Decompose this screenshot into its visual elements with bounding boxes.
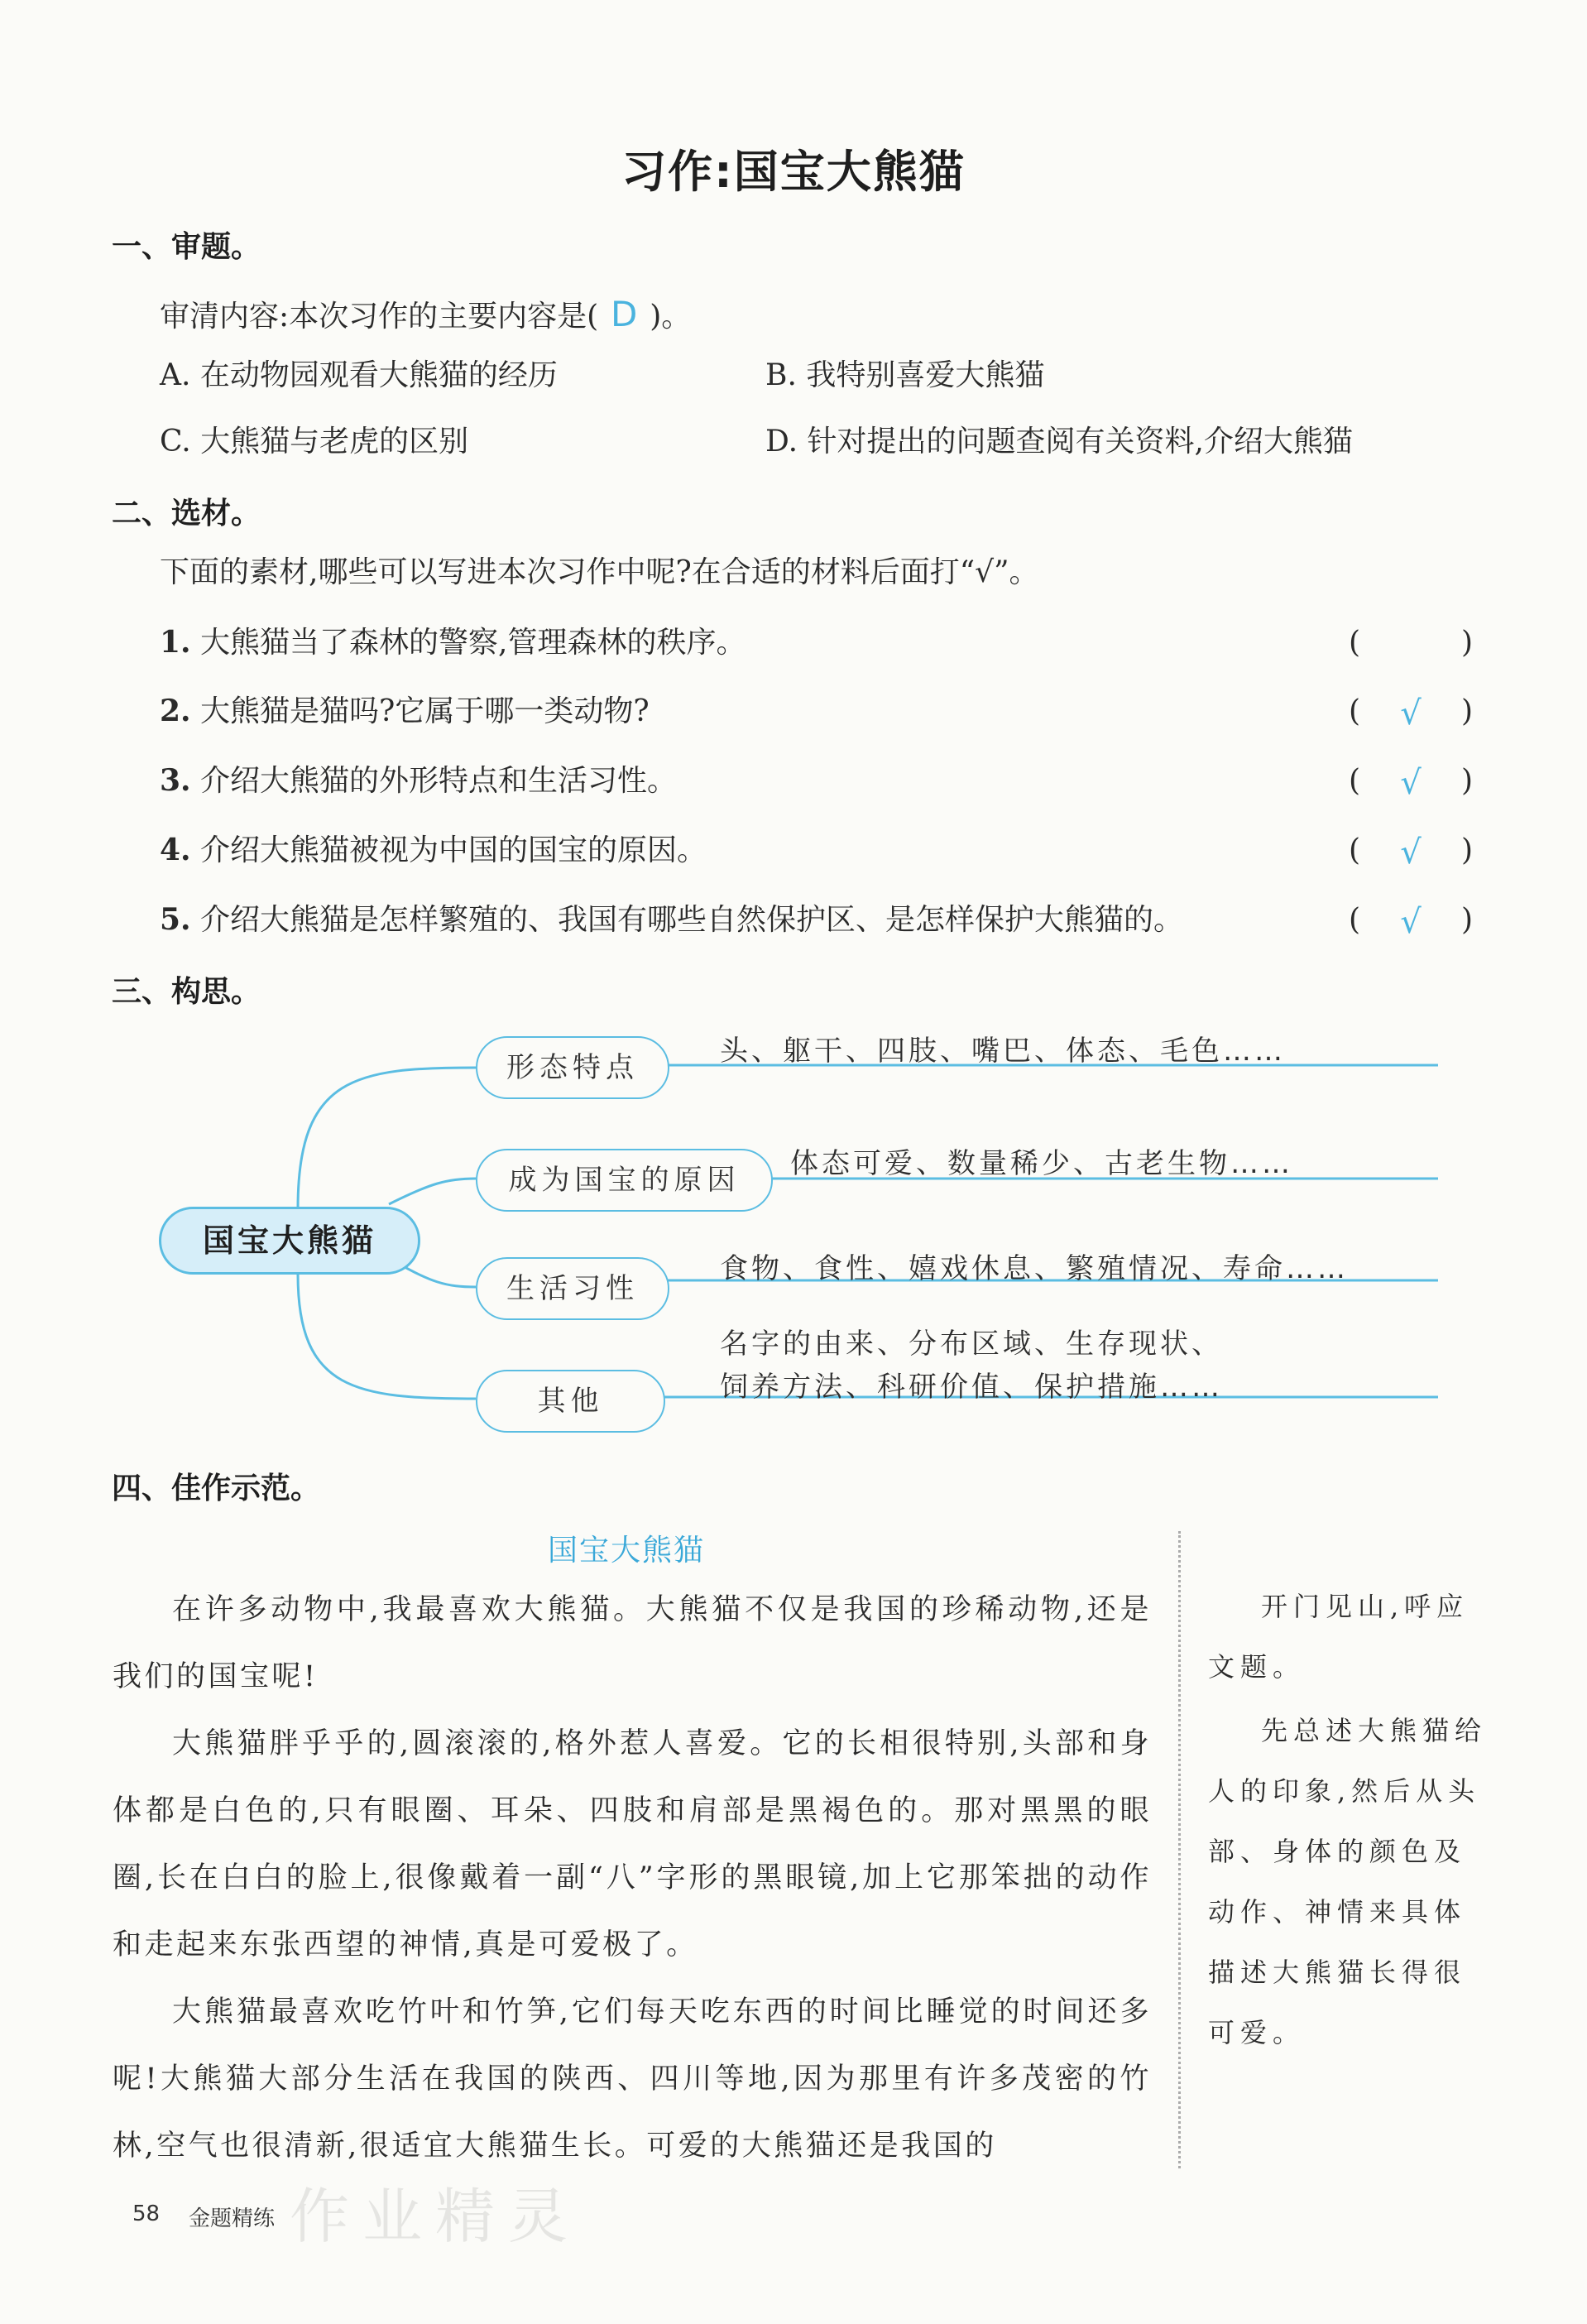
mind-map-root: 国宝大熊猫 [159,1207,420,1275]
essay-title: 国宝大熊猫 [548,1534,706,1568]
check-mark: √ [1400,903,1422,941]
footer-watermark: 作业精灵 [290,2182,582,2251]
paren-close: ) [1460,833,1473,867]
essay-paragraph-2: 大熊猫胖乎乎的,圆滚滚的,格外惹人喜爱。它的长相很特别,头部和身体都是白色的,只有眼圈、耳朵、四肢和肩部是黑褐色的。那对黑黑的眼圈,长在白白的脸上,很像戴着一副“八”字形的黑眼镜,加上它那笨拙的动作和走起来东张西望的神情,真是可爱极了。 [113,1727,1152,1961]
item-number: 4. [160,833,191,867]
essay-paragraph-1: 在许多动物中,我最喜欢大熊猫。大熊猫不仅是我国的珍稀动物,还是我们的国宝呢! [113,1593,1152,1693]
item-text: 介绍大熊猫被视为中国的国宝的原因。 [200,833,707,867]
option-d: D. 针对提出的问题查阅有关资料,介绍大熊猫 [765,425,1353,459]
question-text: 审清内容:本次习作的主要内容是( [160,300,599,334]
item-text: 大熊猫是猫吗?它属于哪一类动物? [200,694,650,728]
paren-open: ( [1349,764,1361,798]
margin-note-2: 先总述大熊猫给人的印象,然后从头部、身体的颜色及动作、神情来具体描述大熊猫长得很可爱。 [1208,1715,1488,2048]
paren-close: ) [1460,764,1473,798]
mind-map-node-habits: 生活习性 [476,1257,669,1320]
margin-notes [1208,1577,1494,2063]
selection-instruction: 下面的素材,哪些可以写进本次习作中呢?在合适的材料后面打“√”。 [160,555,1039,589]
option-b: B. 我特别喜爱大熊猫 [765,358,1045,392]
check-mark: √ [1400,764,1422,802]
item-number: 3. [160,763,191,798]
page-number: 58 [132,2202,161,2226]
item-number: 5. [160,902,191,937]
item-number: 2. [160,694,191,728]
section-heading-4: 四、佳作示范。 [112,1472,321,1505]
check-mark: √ [1400,694,1422,732]
item-number: 1. [160,625,191,660]
essay-paragraph-3: 大熊猫最喜欢吃竹叶和竹笋,它们每天吃东西的时间比睡觉的时间还多呢!大熊猫大部分生活在我国的陕西、四川等地,因为那里有许多茂密的竹林,空气也很清新,很适宜大熊猫生长。可爱的大熊猫还是我国的 [113,1995,1152,2163]
question-end: )。 [650,300,692,334]
paren-close: ) [1460,626,1473,660]
section-heading-1: 一、审题。 [112,230,261,264]
mind-map-detail-habits: 食物、食性、嬉戏休息、繁殖情况、寿命…… [720,1252,1349,1285]
paren-open: ( [1349,903,1361,937]
item-text: 大熊猫当了森林的警察,管理森林的秩序。 [200,626,746,660]
paren-close: ) [1460,903,1473,937]
book-name: 金题精练 [189,2206,276,2231]
page-title: 习作:国宝大熊猫 [621,146,966,198]
section-heading-3: 三、构思。 [112,975,261,1009]
margin-divider [1178,1531,1181,2168]
paren-open: ( [1349,626,1361,660]
mind-map-node-other: 其他 [476,1370,665,1433]
curve-4 [298,1275,476,1399]
mind-map-detail-other-2: 饲养方法、科研价值、保护措施…… [720,1371,1223,1404]
answer-blank[interactable]: D [611,294,638,334]
option-c: C. 大熊猫与老虎的区别 [160,425,469,459]
mind-map-detail-reason: 体态可爱、数量稀少、古老生物…… [790,1147,1293,1180]
mind-map-node-reason: 成为国宝的原因 [476,1149,773,1212]
item-text: 介绍大熊猫是怎样繁殖的、我国有哪些自然保护区、是怎样保护大熊猫的。 [200,903,1184,937]
mind-map-detail-other-1: 名字的由来、分布区域、生存现状、 [720,1328,1223,1361]
mind-map-node-shape: 形态特点 [476,1036,669,1099]
paren-open: ( [1349,833,1361,867]
essay-body [113,1577,1152,2180]
check-mark: √ [1400,833,1422,872]
paren-close: ) [1460,694,1473,728]
section-heading-2: 二、选材。 [112,497,261,531]
paren-open: ( [1349,694,1361,728]
margin-note-1: 开门见山,呼应文题。 [1208,1591,1470,1683]
item-text: 介绍大熊猫的外形特点和生活习性。 [200,764,678,798]
curve-2 [389,1179,476,1204]
mind-map-detail-shape: 头、躯干、四肢、嘴巴、体态、毛色…… [720,1035,1286,1068]
option-a: A. 在动物园观看大熊猫的经历 [160,358,558,392]
curve-1 [298,1068,476,1208]
